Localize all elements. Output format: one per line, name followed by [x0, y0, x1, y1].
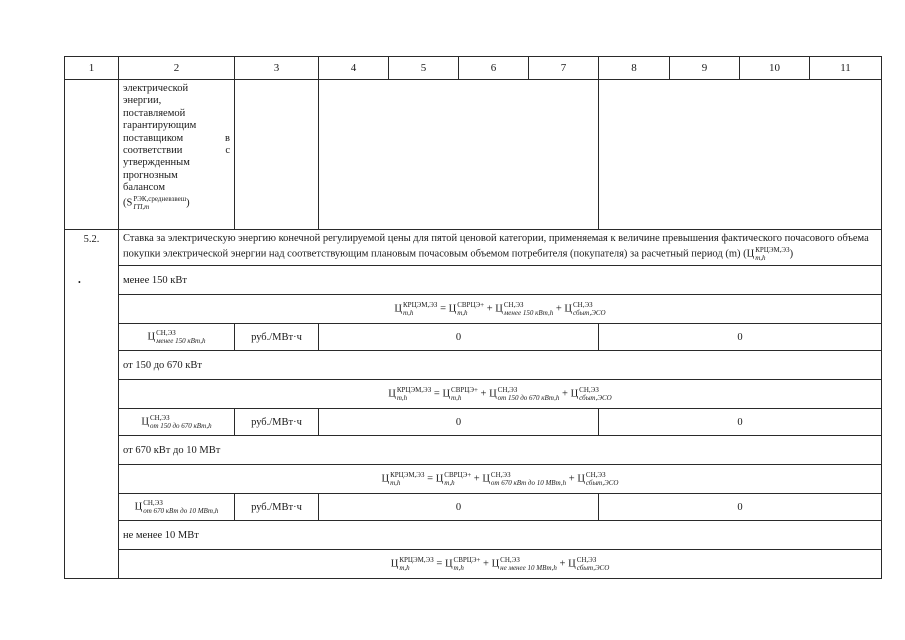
band-label: не менее 10 МВт — [119, 521, 882, 550]
formula-row — [65, 380, 882, 409]
value-cell: 0 — [319, 494, 599, 521]
formula: Ц КРЦЭМ,ЭЗ m,h = Ц СВРЦЭ+ m,h + Ц СН,ЭЗ от 150 до 670 кВт,h + Ц СН,ЭЗ сбыт,ЭСО — [119, 380, 882, 409]
value-cell: 0 — [599, 494, 882, 521]
rate-symbol: Ц СН,ЭЗ от 150 до 670 кВт,h — [119, 409, 235, 436]
value-cell: 0 — [599, 324, 882, 351]
header-cell: 8 — [599, 57, 670, 80]
band-label: от 670 кВт до 10 МВт — [119, 436, 882, 465]
continued-row — [65, 80, 882, 230]
header-cell: 6 — [459, 57, 529, 80]
band-label-row — [65, 351, 882, 380]
empty-cell — [235, 80, 319, 230]
desc-line: утвержденным — [123, 157, 190, 169]
desc-line: прогнозным — [123, 169, 178, 181]
desc-line: энергии, — [123, 95, 162, 107]
desc-line: электрической — [123, 83, 189, 94]
header-cell: 3 — [235, 57, 319, 80]
desc-line: поставляемой — [123, 107, 186, 119]
bullet-mark: • — [78, 278, 81, 287]
header-cell: 5 — [389, 57, 459, 80]
band-label: от 150 до 670 кВт — [119, 351, 882, 380]
section-row — [65, 230, 882, 266]
description-cell — [119, 80, 235, 230]
desc-word: соответствии — [123, 145, 183, 157]
header-cell: 1 — [65, 57, 119, 80]
band-label-row — [65, 521, 882, 550]
formula: Ц КРЦЭМ,ЭЗ m,h = Ц СВРЦЭ+ m,h + Ц СН,ЭЗ менее 150 кВт,h + Ц СН,ЭЗ сбыт,ЭСО — [119, 295, 882, 324]
desc-split-line — [123, 133, 230, 145]
value-row — [65, 494, 882, 521]
rate-symbol: Ц СН,ЭЗ менее 150 кВт,h — [119, 324, 235, 351]
unit-cell: руб./МВт·ч — [235, 324, 319, 351]
value-cell: 0 — [319, 324, 599, 351]
rate-symbol: Ц СН,ЭЗ от 670 кВт до 10 МВт,h — [119, 494, 235, 521]
tariff-table — [64, 56, 882, 579]
header-cell: 4 — [319, 57, 389, 80]
unit-cell: руб./МВт·ч — [235, 494, 319, 521]
band-label-row — [65, 266, 882, 295]
section-text: Ставка за электрическую энергию конечной регулируемой цены для пятой ценовой категории, применяемая к величине превышения фактического почасового объема покупки электрической энергии над соответствующим плановым почасовым объемом потребителя (покупателя) за расчетный период (m) (Ц КРЦЭМ,ЭЗ m,h ) — [119, 230, 882, 266]
formula-row — [65, 550, 882, 579]
desc-word: с — [225, 145, 230, 157]
value-row — [65, 409, 882, 436]
desc-line: гарантирующим — [123, 120, 197, 132]
unit-cell: руб./МВт·ч — [235, 409, 319, 436]
formula: Ц КРЦЭМ,ЭЗ m,h = Ц СВРЦЭ+ m,h + Ц СН,ЭЗ не менее 10 МВт,h + Ц СН,ЭЗ сбыт,ЭСО — [119, 550, 882, 579]
band-label: менее 150 кВт — [119, 266, 882, 295]
section-number: 5.2. — [65, 230, 119, 579]
desc-split-line — [123, 145, 230, 157]
header-cell: 7 — [529, 57, 599, 80]
header-cell: 9 — [670, 57, 740, 80]
formula-row — [65, 465, 882, 494]
desc-line: балансом — [123, 182, 165, 194]
value-cell: 0 — [319, 409, 599, 436]
desc-word: поставщиком — [123, 132, 184, 144]
header-cell: 2 — [119, 57, 235, 80]
value-row — [65, 324, 882, 351]
formula-row — [65, 295, 882, 324]
formula: Ц КРЦЭМ,ЭЗ m,h = Ц СВРЦЭ+ m,h + Ц СН,ЭЗ от 670 кВт до 10 МВт,h + Ц СН,ЭЗ сбыт,ЭСО — [119, 465, 882, 494]
value-cell: 0 — [599, 409, 882, 436]
header-cell: 11 — [810, 57, 882, 80]
header-cell: 10 — [740, 57, 810, 80]
header-row — [65, 57, 882, 80]
band-label-row — [65, 436, 882, 465]
empty-cell — [319, 80, 599, 230]
empty-cell — [65, 80, 119, 230]
desc-word: в — [225, 132, 230, 144]
empty-cell — [599, 80, 882, 230]
desc-symbol: (S РЭК,средневзвеш ГП,m ) — [123, 194, 190, 211]
